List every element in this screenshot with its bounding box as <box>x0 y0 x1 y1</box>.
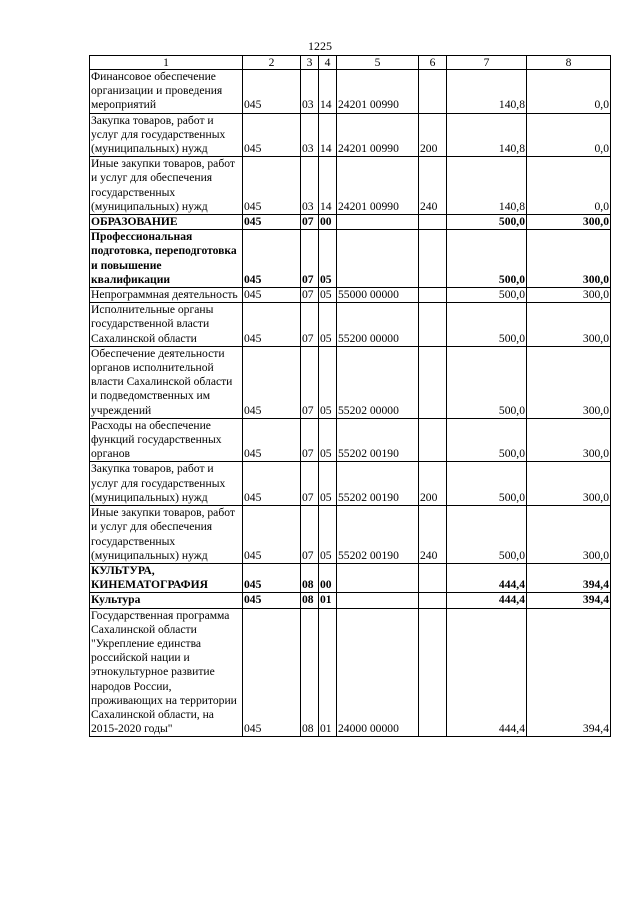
amount-second-year-cell: 300,0 <box>527 303 611 347</box>
expense-type-cell <box>419 303 447 347</box>
amount-second-year-cell: 300,0 <box>527 418 611 462</box>
amount-first-year-cell: 500,0 <box>447 506 527 564</box>
admin-code-cell: 045 <box>243 230 301 288</box>
column-number: 2 <box>243 56 301 70</box>
amount-second-year-cell: 0,0 <box>527 157 611 215</box>
expense-type-cell <box>419 230 447 288</box>
expense-type-cell <box>419 288 447 303</box>
expense-type-cell <box>419 593 447 608</box>
subsection-code-cell: 14 <box>319 157 337 215</box>
expense-type-cell <box>419 418 447 462</box>
amount-first-year-cell: 140,8 <box>447 157 527 215</box>
row-name-cell: Финансовое обеспечение организации и проведения мероприятий <box>90 70 243 114</box>
row-name-cell: Иные закупки товаров, работ и услуг для обеспечения государственных (муниципальных) нужд <box>90 506 243 564</box>
column-number: 5 <box>337 56 419 70</box>
admin-code-cell: 045 <box>243 506 301 564</box>
section-code-cell: 07 <box>301 215 319 230</box>
section-code-cell: 07 <box>301 288 319 303</box>
table-row <box>90 346 611 418</box>
amount-first-year-cell: 444,4 <box>447 608 527 737</box>
amount-first-year-cell: 500,0 <box>447 303 527 347</box>
target-article-cell <box>337 593 419 608</box>
section-code-cell: 08 <box>301 608 319 737</box>
page-number: 1225 <box>308 39 332 53</box>
column-number: 7 <box>447 56 527 70</box>
section-code-cell: 07 <box>301 230 319 288</box>
admin-code-cell: 045 <box>243 563 301 592</box>
table-body <box>90 56 611 737</box>
amount-first-year-cell: 140,8 <box>447 70 527 114</box>
subsection-code-cell: 14 <box>319 70 337 114</box>
amount-first-year-cell: 500,0 <box>447 462 527 506</box>
table-row <box>90 157 611 215</box>
row-name-cell: Обеспечение деятельности органов исполнительной власти Сахалинской области и подведомственных им учреждений <box>90 346 243 418</box>
row-name-cell: КУЛЬТУРА, КИНЕМАТОГРАФИЯ <box>90 563 243 592</box>
table-row <box>90 70 611 114</box>
expense-type-cell <box>419 215 447 230</box>
admin-code-cell: 045 <box>243 346 301 418</box>
target-article-cell: 55202 00190 <box>337 462 419 506</box>
section-code-cell: 07 <box>301 418 319 462</box>
target-article-cell: 24201 00990 <box>337 113 419 157</box>
expense-type-cell: 240 <box>419 506 447 564</box>
subsection-code-cell: 01 <box>319 608 337 737</box>
row-name-cell: Государственная программа Сахалинской области "Укрепление единства российской нации и этнокультурное развитие народов России, проживающих на территории Сахалинской области, на 2015-2020 годы" <box>90 608 243 737</box>
admin-code-cell: 045 <box>243 288 301 303</box>
subsection-code-cell: 05 <box>319 288 337 303</box>
section-code-cell: 03 <box>301 70 319 114</box>
expense-type-cell <box>419 70 447 114</box>
admin-code-cell: 045 <box>243 157 301 215</box>
table-row <box>90 418 611 462</box>
column-number-row <box>90 56 611 70</box>
subsection-code-cell: 14 <box>319 113 337 157</box>
table-row <box>90 230 611 288</box>
section-code-cell: 03 <box>301 157 319 215</box>
admin-code-cell: 045 <box>243 418 301 462</box>
target-article-cell: 55202 00190 <box>337 418 419 462</box>
amount-second-year-cell: 300,0 <box>527 462 611 506</box>
row-name-cell: Закупка товаров, работ и услуг для государственных (муниципальных) нужд <box>90 113 243 157</box>
admin-code-cell: 045 <box>243 593 301 608</box>
admin-code-cell: 045 <box>243 70 301 114</box>
target-article-cell: 24201 00990 <box>337 157 419 215</box>
section-code-cell: 07 <box>301 303 319 347</box>
amount-first-year-cell: 500,0 <box>447 230 527 288</box>
subsection-code-cell: 00 <box>319 215 337 230</box>
target-article-cell: 55202 00190 <box>337 506 419 564</box>
amount-first-year-cell: 500,0 <box>447 215 527 230</box>
amount-second-year-cell: 0,0 <box>527 113 611 157</box>
target-article-cell: 55200 00000 <box>337 303 419 347</box>
target-article-cell <box>337 563 419 592</box>
section-code-cell: 08 <box>301 563 319 592</box>
amount-second-year-cell: 300,0 <box>527 288 611 303</box>
subsection-code-cell: 00 <box>319 563 337 592</box>
amount-second-year-cell: 0,0 <box>527 70 611 114</box>
admin-code-cell: 045 <box>243 462 301 506</box>
target-article-cell <box>337 230 419 288</box>
amount-first-year-cell: 444,4 <box>447 563 527 592</box>
target-article-cell: 24201 00990 <box>337 70 419 114</box>
expense-type-cell: 240 <box>419 157 447 215</box>
target-article-cell <box>337 215 419 230</box>
expense-type-cell: 200 <box>419 113 447 157</box>
section-code-cell: 08 <box>301 593 319 608</box>
subsection-code-cell: 05 <box>319 230 337 288</box>
row-name-cell: Расходы на обеспечение функций государственных органов <box>90 418 243 462</box>
subsection-code-cell: 05 <box>319 462 337 506</box>
column-number: 8 <box>527 56 611 70</box>
admin-code-cell: 045 <box>243 215 301 230</box>
subsection-code-cell: 05 <box>319 346 337 418</box>
table-row <box>90 303 611 347</box>
amount-second-year-cell: 300,0 <box>527 506 611 564</box>
table-row <box>90 506 611 564</box>
target-article-cell: 55202 00000 <box>337 346 419 418</box>
row-name-cell: ОБРАЗОВАНИЕ <box>90 215 243 230</box>
subsection-code-cell: 05 <box>319 418 337 462</box>
admin-code-cell: 045 <box>243 608 301 737</box>
subsection-code-cell: 01 <box>319 593 337 608</box>
amount-first-year-cell: 140,8 <box>447 113 527 157</box>
admin-code-cell: 045 <box>243 303 301 347</box>
section-code-cell: 03 <box>301 113 319 157</box>
row-name-cell: Исполнительные органы государственной власти Сахалинской области <box>90 303 243 347</box>
expense-type-cell <box>419 608 447 737</box>
expense-type-cell <box>419 346 447 418</box>
target-article-cell: 24000 00000 <box>337 608 419 737</box>
table-row <box>90 113 611 157</box>
amount-first-year-cell: 500,0 <box>447 346 527 418</box>
amount-second-year-cell: 394,4 <box>527 593 611 608</box>
column-number: 6 <box>419 56 447 70</box>
amount-first-year-cell: 500,0 <box>447 288 527 303</box>
amount-second-year-cell: 394,4 <box>527 563 611 592</box>
amount-second-year-cell: 300,0 <box>527 215 611 230</box>
amount-second-year-cell: 300,0 <box>527 346 611 418</box>
column-number: 1 <box>90 56 243 70</box>
column-number: 3 <box>301 56 319 70</box>
expense-type-cell <box>419 563 447 592</box>
row-name-cell: Иные закупки товаров, работ и услуг для обеспечения государственных (муниципальных) нужд <box>90 157 243 215</box>
subsection-code-cell: 05 <box>319 506 337 564</box>
table-row <box>90 608 611 737</box>
amount-first-year-cell: 444,4 <box>447 593 527 608</box>
row-name-cell: Закупка товаров, работ и услуг для государственных (муниципальных) нужд <box>90 462 243 506</box>
subsection-code-cell: 05 <box>319 303 337 347</box>
table-row <box>90 593 611 608</box>
row-name-cell: Культура <box>90 593 243 608</box>
section-code-cell: 07 <box>301 346 319 418</box>
section-code-cell: 07 <box>301 462 319 506</box>
budget-table <box>89 55 611 737</box>
row-name-cell: Профессиональная подготовка, переподготовка и повышение квалификации <box>90 230 243 288</box>
table-row <box>90 563 611 592</box>
admin-code-cell: 045 <box>243 113 301 157</box>
target-article-cell: 55000 00000 <box>337 288 419 303</box>
row-name-cell: Непрограммная деятельность <box>90 288 243 303</box>
table-row <box>90 215 611 230</box>
section-code-cell: 07 <box>301 506 319 564</box>
table-row <box>90 288 611 303</box>
amount-second-year-cell: 300,0 <box>527 230 611 288</box>
amount-first-year-cell: 500,0 <box>447 418 527 462</box>
column-number: 4 <box>319 56 337 70</box>
expense-type-cell: 200 <box>419 462 447 506</box>
table-row <box>90 462 611 506</box>
amount-second-year-cell: 394,4 <box>527 608 611 737</box>
